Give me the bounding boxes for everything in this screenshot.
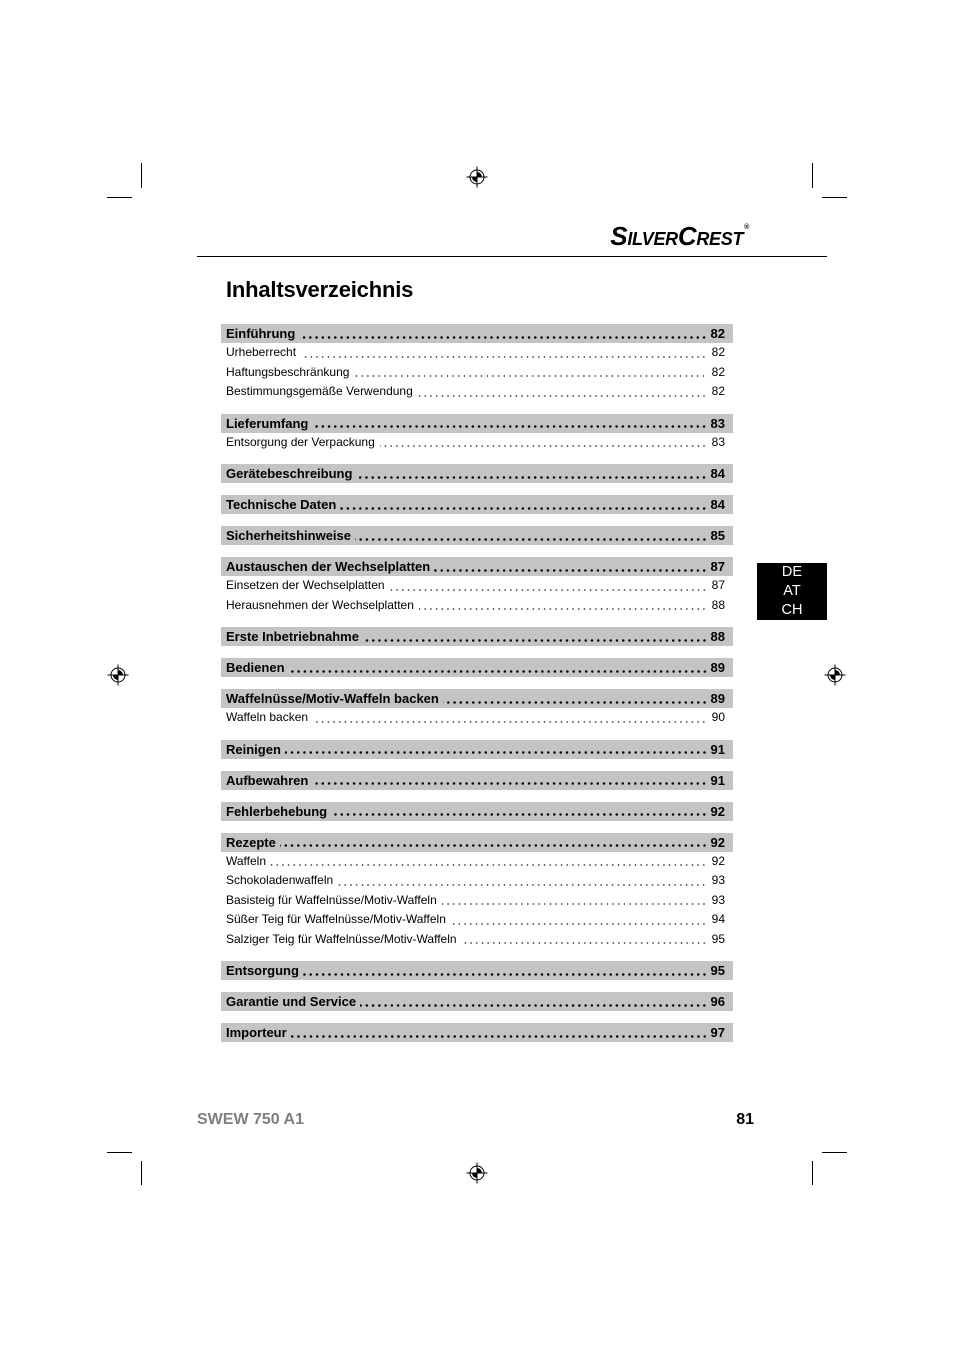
- toc-section-link[interactable]: [221, 802, 733, 821]
- toc-entry-page: 82: [711, 345, 725, 359]
- toc-section-title: Fehlerbehebung: [226, 803, 328, 819]
- toc-section: [221, 414, 733, 453]
- toc-entry-title: Haftungsbeschränkung: [226, 364, 350, 379]
- toc-section-title: Erste Inbetriebnahme: [226, 629, 359, 644]
- toc-section-page: 85: [710, 528, 725, 543]
- dot-leader: [356, 476, 707, 479]
- toc-entry-page: 83: [711, 434, 725, 449]
- toc-section-link[interactable]: [221, 961, 733, 980]
- dot-leader: [285, 751, 708, 754]
- footer-model-number: SWEW 750 A1: [197, 1111, 304, 1128]
- language-tab: [757, 563, 827, 620]
- dot-leader: [340, 507, 707, 510]
- toc-section-title: Austauschen der Wechselplatten: [226, 559, 431, 574]
- toc-section: [221, 740, 733, 759]
- toc-section-link[interactable]: [221, 992, 733, 1011]
- toc-entry-title: Waffeln: [226, 853, 267, 868]
- toc-section-link[interactable]: [221, 414, 733, 433]
- toc-section: [221, 658, 733, 677]
- toc-section-title: Aufbewahren: [226, 772, 309, 788]
- toc-section-page: 92: [710, 834, 725, 850]
- toc-section-link[interactable]: [221, 526, 733, 545]
- dot-leader: [390, 589, 707, 591]
- toc-section-link[interactable]: [221, 627, 733, 646]
- dot-leader: [271, 864, 707, 866]
- toc-section-title: Importeur: [226, 1025, 287, 1040]
- dot-leader: [303, 973, 708, 976]
- toc-section-page: 84: [710, 497, 725, 512]
- toc-section-link[interactable]: [221, 1023, 733, 1042]
- dot-leader: [355, 538, 708, 541]
- toc-entry-link[interactable]: [221, 910, 733, 930]
- toc-entry-page: 93: [711, 892, 725, 907]
- dot-leader: [312, 425, 707, 428]
- dot-leader: [418, 395, 707, 397]
- toc-section-link[interactable]: [221, 557, 733, 576]
- crop-mark-bottom-left-vertical: [141, 1161, 142, 1185]
- dot-leader: [313, 721, 707, 723]
- language-code-ch: CH: [781, 602, 803, 618]
- toc-entry-title: Einsetzen der Wechselplatten: [226, 578, 385, 592]
- toc-entry-page: 94: [711, 912, 725, 926]
- toc-entry-title: Waffeln backen: [226, 710, 309, 724]
- crop-mark-bottom-left-horizontal: [107, 1152, 132, 1153]
- dot-leader: [338, 884, 706, 886]
- toc-entry-link[interactable]: [221, 708, 733, 728]
- toc-section: [221, 495, 733, 514]
- toc-entry-link[interactable]: [221, 363, 733, 383]
- toc-entry-link[interactable]: [221, 871, 733, 891]
- toc-entry-link[interactable]: [221, 382, 733, 402]
- toc-section-link[interactable]: [221, 495, 733, 514]
- toc-entry-page: 82: [711, 364, 725, 379]
- language-code-de: DE: [781, 564, 803, 580]
- toc-section: [221, 833, 733, 950]
- toc-section-page: 91: [710, 772, 725, 788]
- crop-mark-top-left-vertical: [141, 163, 142, 188]
- toc-entry-link[interactable]: [221, 343, 733, 363]
- toc-entry-title: Süßer Teig für Waffelnüsse/Motiv-Waffeln: [226, 912, 446, 926]
- toc-entry-page: 90: [711, 710, 725, 724]
- dot-leader: [299, 336, 707, 339]
- toc-section: [221, 992, 733, 1011]
- toc-section-page: 84: [710, 466, 725, 481]
- dot-leader: [451, 923, 707, 925]
- registration-mark-icon: [824, 664, 846, 686]
- dot-leader: [291, 1035, 708, 1038]
- toc-section-page: 97: [710, 1025, 725, 1040]
- crop-mark-top-left-horizontal: [107, 197, 132, 198]
- dot-leader: [363, 639, 708, 642]
- toc-section-link[interactable]: [221, 740, 733, 759]
- crop-mark-top-right-vertical: [812, 163, 813, 188]
- toc-entry-page: 95: [711, 931, 725, 946]
- toc-section-link[interactable]: [221, 324, 733, 343]
- dot-leader: [301, 356, 707, 358]
- toc-section: [221, 557, 733, 615]
- toc-section: [221, 324, 733, 402]
- toc-section-title: Lieferumfang: [226, 415, 309, 431]
- table-of-contents: [221, 324, 733, 1054]
- toc-section-page: 82: [710, 326, 725, 341]
- toc-section: [221, 689, 733, 728]
- brand-logo-name: SilverCrest: [610, 221, 744, 251]
- toc-section-link[interactable]: [221, 658, 733, 677]
- toc-section-link[interactable]: [221, 833, 733, 852]
- toc-section-title: Bedienen: [226, 660, 285, 675]
- toc-section-page: 91: [710, 741, 725, 757]
- toc-section-link[interactable]: [221, 464, 733, 483]
- toc-section-page: 88: [710, 629, 725, 644]
- toc-section-title: Sicherheitshinweise: [226, 528, 351, 543]
- toc-section-page: 87: [710, 559, 725, 574]
- toc-section-link[interactable]: [221, 689, 733, 708]
- toc-section-page: 96: [710, 994, 725, 1009]
- dot-leader: [442, 903, 707, 905]
- toc-section: [221, 961, 733, 980]
- toc-entry-link[interactable]: [221, 576, 733, 596]
- toc-section-title: Reinigen: [226, 741, 281, 757]
- toc-section-link[interactable]: [221, 771, 733, 790]
- toc-entry-title: Bestimmungsgemäße Verwendung: [226, 384, 413, 398]
- crop-mark-top-right-horizontal: [822, 197, 847, 198]
- dot-leader: [443, 701, 708, 704]
- toc-section-title: Technische Daten: [226, 497, 337, 512]
- toc-section-title: Einführung: [226, 326, 296, 341]
- crop-mark-bottom-right-vertical: [812, 1161, 813, 1185]
- brand-logo: [610, 223, 749, 249]
- toc-section: [221, 627, 733, 646]
- toc-section: [221, 526, 733, 545]
- toc-section-title: Gerätebeschreibung: [226, 466, 353, 481]
- toc-entry-title: Schokoladenwaffeln: [226, 873, 334, 887]
- toc-entry-page: 87: [711, 578, 725, 592]
- page-title: Inhaltsverzeichnis: [226, 277, 414, 302]
- dot-leader: [331, 813, 707, 816]
- dot-leader: [289, 670, 708, 673]
- registered-trademark-mark: ®: [744, 224, 749, 231]
- toc-section: [221, 1023, 733, 1042]
- toc-entry-page: 82: [711, 384, 725, 398]
- header-rule: [197, 256, 827, 257]
- toc-section-page: 92: [710, 803, 725, 819]
- toc-entry-title: Herausnehmen der Wechselplatten: [226, 597, 414, 612]
- toc-entry-page: 88: [711, 597, 725, 612]
- dot-leader: [354, 375, 706, 377]
- toc-entry-title: Salziger Teig für Waffelnüsse/Motiv-Waffeln: [226, 931, 457, 946]
- dot-leader: [380, 445, 707, 447]
- toc-section-title: Rezepte: [226, 834, 276, 850]
- toc-entry-link[interactable]: [221, 891, 733, 911]
- toc-entry-link[interactable]: [221, 852, 733, 872]
- toc-entry-title: Entsorgung der Verpackung: [226, 434, 375, 449]
- toc-section-page: 95: [710, 963, 725, 978]
- toc-section: [221, 802, 733, 821]
- toc-entry-link[interactable]: [221, 930, 733, 950]
- dot-leader: [280, 844, 708, 847]
- toc-section-page: 89: [710, 691, 725, 706]
- dot-leader: [419, 608, 707, 610]
- toc-section-title: Entsorgung: [226, 963, 299, 978]
- toc-entry-page: 93: [711, 873, 725, 887]
- dot-leader: [312, 782, 707, 785]
- toc-section: [221, 464, 733, 483]
- toc-entry-title: Basisteig für Waffelnüsse/Motiv-Waffeln: [226, 892, 437, 907]
- toc-section: [221, 771, 733, 790]
- toc-section-page: 83: [710, 415, 725, 431]
- toc-entry-link[interactable]: [221, 596, 733, 616]
- dot-leader: [462, 942, 707, 944]
- toc-entry-page: 92: [711, 853, 725, 868]
- toc-section-page: 89: [710, 660, 725, 675]
- toc-section-title: Waffelnüsse/Motiv-Waffeln backen: [226, 691, 439, 706]
- dot-leader: [434, 569, 707, 572]
- footer-page-number: 81: [736, 1111, 754, 1128]
- crop-mark-bottom-right-horizontal: [822, 1152, 847, 1153]
- toc-entry-link[interactable]: [221, 433, 733, 453]
- registration-mark-icon: [107, 664, 129, 686]
- language-code-at: AT: [783, 583, 801, 599]
- registration-mark-icon: [466, 166, 488, 188]
- toc-entry-title: Urheberrecht: [226, 345, 297, 359]
- toc-section-title: Garantie und Service: [226, 994, 357, 1009]
- registration-mark-icon: [466, 1162, 488, 1184]
- dot-leader: [360, 1004, 707, 1007]
